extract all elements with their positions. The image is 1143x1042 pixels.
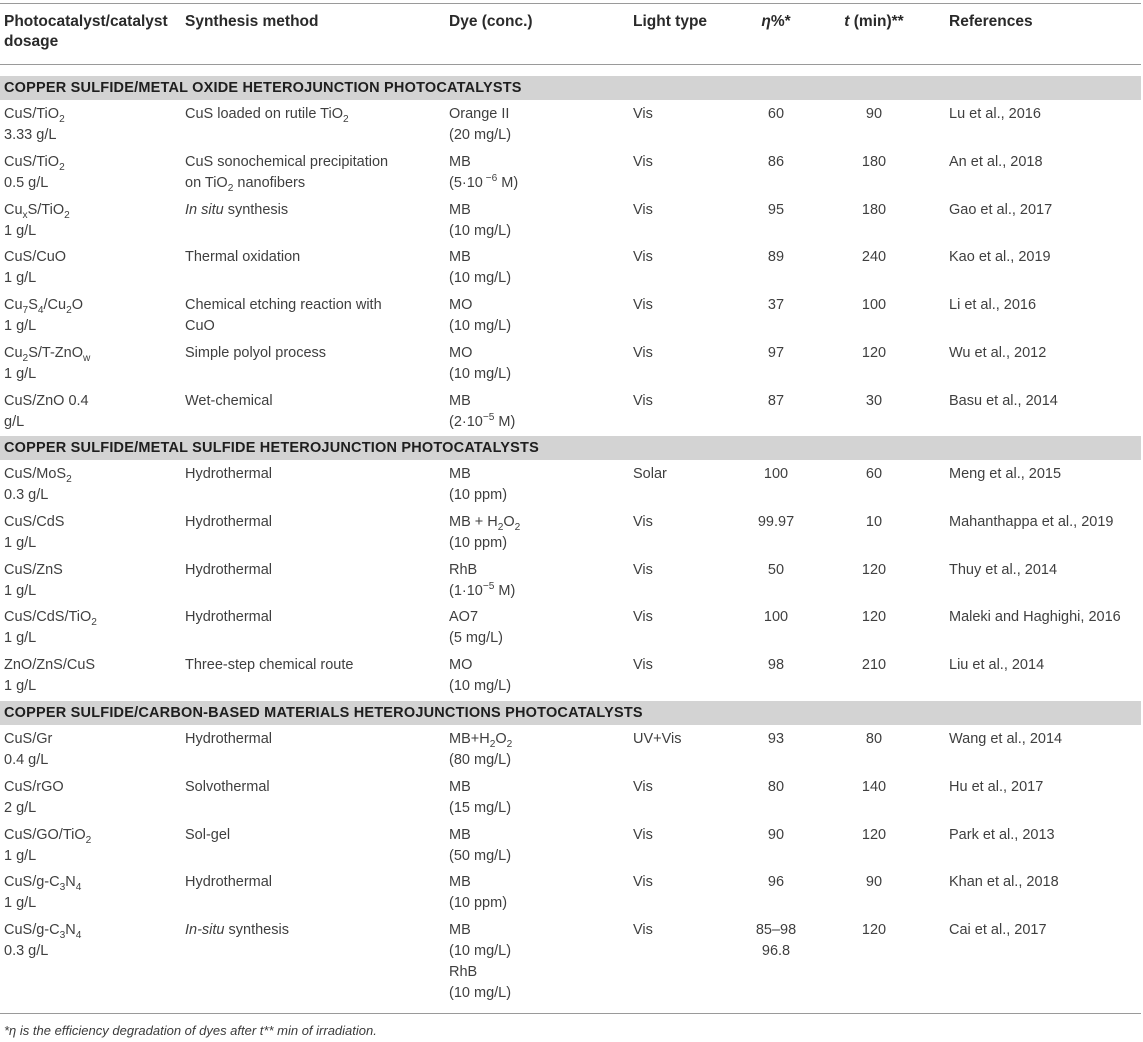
section-header: COPPER SULFIDE/METAL SULFIDE HETEROJUNCTION PHOTOCATALYSTS	[0, 436, 1141, 460]
cell-eta: 37	[767, 297, 785, 314]
cell-light: Vis	[633, 345, 653, 361]
cell-time: 180	[861, 201, 887, 218]
cell-dye: MB (10 mg/L) RhB (10 mg/L)	[449, 922, 512, 1002]
cell-catalyst: CuS/ZnO 0.4 g/L	[4, 392, 89, 430]
cell-light: Vis	[633, 249, 653, 266]
table-bottom-rule	[0, 1013, 1141, 1014]
cell-time: 140	[861, 778, 887, 795]
cell-reference: Wu et al., 2012	[949, 345, 1047, 361]
cell-synthesis: Hydrothermal	[185, 513, 273, 530]
cell-reference: Wang et al., 2014	[949, 731, 1063, 747]
cell-dye: MB (50 mg/L)	[449, 826, 512, 864]
cell-eta: 100	[763, 466, 789, 482]
header-time: t (min)**	[844, 13, 904, 30]
cell-dye: MB (10 ppm)	[449, 874, 508, 912]
cell-time: 240	[861, 249, 887, 266]
cell-light: Vis	[633, 922, 653, 939]
cell-light: Vis	[633, 778, 653, 795]
cell-time: 90	[865, 874, 883, 891]
cell-time: 180	[861, 153, 887, 170]
cell-light: Vis	[633, 826, 653, 843]
cell-catalyst: CuS/TiO$_2$ 3.33 g/L	[4, 106, 65, 143]
cell-synthesis: Solvothermal	[185, 778, 270, 795]
cell-reference: Cai et al., 2017	[949, 922, 1047, 939]
cell-time: 120	[861, 826, 887, 843]
cell-light: Vis	[633, 609, 653, 626]
header-dye: Dye (conc.)	[449, 13, 533, 30]
cell-light: Solar	[633, 466, 667, 482]
cell-catalyst: CuS/$g-C_3N_4$ 1 g/L	[4, 874, 82, 912]
cell-reference: Gao et al., 2017	[949, 201, 1053, 218]
cell-synthesis: Thermal oxidation	[185, 249, 301, 266]
cell-light: Vis	[633, 561, 653, 578]
cell-time: 120	[861, 922, 887, 939]
table-footnote: *η is the efficiency degradation of dyes after t** min of irradiation.	[4, 1023, 377, 1038]
table-top-rule	[0, 3, 1141, 4]
cell-catalyst: ZnO/ZnS/CuS 1 g/L	[4, 657, 96, 695]
cell-light: Vis	[633, 657, 653, 674]
cell-catalyst: CuS/ZnS 1 g/L	[4, 561, 63, 599]
cell-reference: Basu et al., 2014	[949, 392, 1058, 409]
cell-synthesis: CuS loaded on rutile TiO$_2$	[185, 106, 349, 125]
cell-time: 60	[865, 466, 883, 482]
cell-eta: 87	[767, 392, 785, 409]
cell-synthesis: Hydrothermal	[185, 609, 273, 626]
cell-reference: An et al., 2018	[949, 153, 1043, 170]
cell-reference: Mahanthappa et al., 2019	[949, 513, 1114, 530]
cell-dye: $MB+H_2O_2$ (80 mg/L)	[449, 731, 513, 768]
cell-eta: 100	[763, 609, 789, 626]
cell-synthesis: CuS sonochemical precipitation on TiO$_2$ nanofibers	[185, 153, 389, 194]
cell-synthesis: Hydrothermal	[185, 561, 273, 578]
cell-catalyst: CuS/MoS$_2$ 0.3 g/L	[4, 466, 72, 503]
cell-time: 120	[861, 609, 887, 626]
cell-eta: 99.97	[757, 513, 795, 530]
cell-reference: Hu et al., 2017	[949, 778, 1044, 795]
cell-dye: MB (15 mg/L)	[449, 778, 512, 816]
cell-eta: 89	[767, 249, 785, 266]
section-header: COPPER SULFIDE/CARBON-BASED MATERIALS HETEROJUNCTIONS PHOTOCATALYSTS	[0, 701, 1141, 725]
cell-reference: Park et al., 2013	[949, 826, 1055, 843]
cell-synthesis: Wet-chemical	[185, 392, 273, 409]
header-synthesis: Synthesis method	[185, 13, 319, 30]
cell-reference: Khan et al., 2018	[949, 874, 1059, 891]
cell-synthesis: Chemical etching reaction with CuO	[185, 297, 382, 335]
cell-dye: MB (10 mg/L)	[449, 201, 512, 239]
cell-eta: 95	[767, 201, 785, 218]
cell-time: 210	[861, 657, 887, 674]
header-bottom-rule	[0, 64, 1141, 65]
section-header: COPPER SULFIDE/METAL OXIDE HETEROJUNCTION PHOTOCATALYSTS	[0, 76, 1141, 100]
cell-eta: 96	[767, 874, 785, 891]
cell-time: 120	[861, 345, 887, 361]
cell-time: 10	[865, 513, 883, 530]
cell-eta: 80	[767, 778, 785, 795]
cell-synthesis: Hydrothermal	[185, 466, 273, 482]
cell-light: Vis	[633, 874, 653, 891]
header-eta: η%*	[761, 13, 791, 30]
cell-catalyst: CuS/GO/TiO$_2$ 1 g/L	[4, 826, 92, 864]
cell-dye: Orange II (20 mg/L)	[449, 106, 512, 143]
cell-reference: Lu et al., 2016	[949, 106, 1041, 122]
cell-light: Vis	[633, 513, 653, 530]
cell-light: Vis	[633, 153, 653, 170]
cell-reference: Kao et al., 2019	[949, 249, 1051, 266]
header-light: Light type	[633, 13, 708, 30]
cell-synthesis: In situ synthesis	[185, 201, 289, 218]
cell-synthesis: Hydrothermal	[185, 874, 273, 891]
cell-reference: Meng et al., 2015	[949, 466, 1062, 482]
header-references: References	[949, 13, 1033, 30]
cell-dye: MB ($2\cdot 10^{-5}$ M)	[449, 392, 516, 430]
cell-time: 120	[861, 561, 887, 578]
cell-reference: Li et al., 2016	[949, 297, 1037, 314]
cell-dye: MB (5·10 $^{-6}$ M)	[449, 153, 519, 191]
cell-eta: 86	[767, 153, 785, 170]
header-catalyst: Photocatalyst/catalyst dosage	[4, 13, 168, 50]
cell-synthesis: In-situ synthesis	[185, 922, 289, 939]
cell-reference: Liu et al., 2014	[949, 657, 1045, 674]
cell-synthesis: Simple polyol process	[185, 345, 327, 361]
cell-eta: 98	[767, 657, 785, 674]
cell-synthesis: Sol-gel	[185, 826, 231, 843]
cell-dye: MB (10 mg/L)	[449, 249, 512, 287]
cell-dye: MO (10 mg/L)	[449, 297, 512, 335]
cell-dye: AO7 (5 mg/L)	[449, 609, 503, 647]
cell-light: Vis	[633, 106, 653, 122]
cell-catalyst: $Cu_xS/TiO_2$ 1 g/L	[4, 201, 70, 239]
cell-catalyst: CuS/CdS 1 g/L	[4, 513, 65, 551]
cell-reference: Maleki and Haghighi, 2016	[949, 609, 1121, 626]
cell-catalyst: CuS/CdS/TiO$_2$ 1 g/L	[4, 609, 97, 647]
cell-eta: 60	[767, 106, 785, 122]
cell-dye: RhB ($1\cdot 10^{-5}$ M)	[449, 561, 516, 599]
cell-eta: 97	[767, 345, 785, 361]
cell-catalyst: CuS/TiO$_2$ 0.5 g/L	[4, 153, 65, 191]
cell-catalyst: $Cu_2S/T-ZnO_w$ 1 g/L	[4, 345, 91, 382]
cell-dye: MO (10 mg/L)	[449, 657, 512, 695]
cell-dye: MB + $H_2O_2$ (10 ppm)	[449, 513, 521, 551]
cell-eta: 90	[767, 826, 785, 843]
cell-synthesis: Three-step chemical route	[185, 657, 354, 674]
cell-catalyst: CuS/rGO 2 g/L	[4, 778, 64, 816]
cell-catalyst: CuS/CuO 1 g/L	[4, 249, 67, 287]
cell-light: Vis	[633, 297, 653, 314]
cell-reference: Thuy et al., 2014	[949, 561, 1058, 578]
cell-synthesis: Hydrothermal	[185, 731, 273, 747]
cell-time: 80	[865, 731, 883, 747]
cell-light: Vis	[633, 392, 653, 409]
cell-catalyst: $Cu_7S_4/Cu_2O$ 1 g/L	[4, 297, 83, 335]
cell-eta: 85–98 96.8	[755, 922, 797, 960]
cell-eta: 93	[767, 731, 785, 747]
cell-time: 30	[865, 392, 883, 409]
cell-light: Vis	[633, 201, 653, 218]
cell-time: 90	[865, 106, 883, 122]
cell-catalyst: CuS/Gr 0.4 g/L	[4, 731, 53, 768]
cell-eta: 50	[767, 561, 785, 578]
cell-light: UV+Vis	[633, 731, 682, 747]
cell-dye: MO (10 mg/L)	[449, 345, 512, 382]
cell-dye: MB (10 ppm)	[449, 466, 508, 503]
cell-catalyst: CuS/$g-C_3N_4$ 0.3 g/L	[4, 922, 82, 960]
cell-time: 100	[861, 297, 887, 314]
